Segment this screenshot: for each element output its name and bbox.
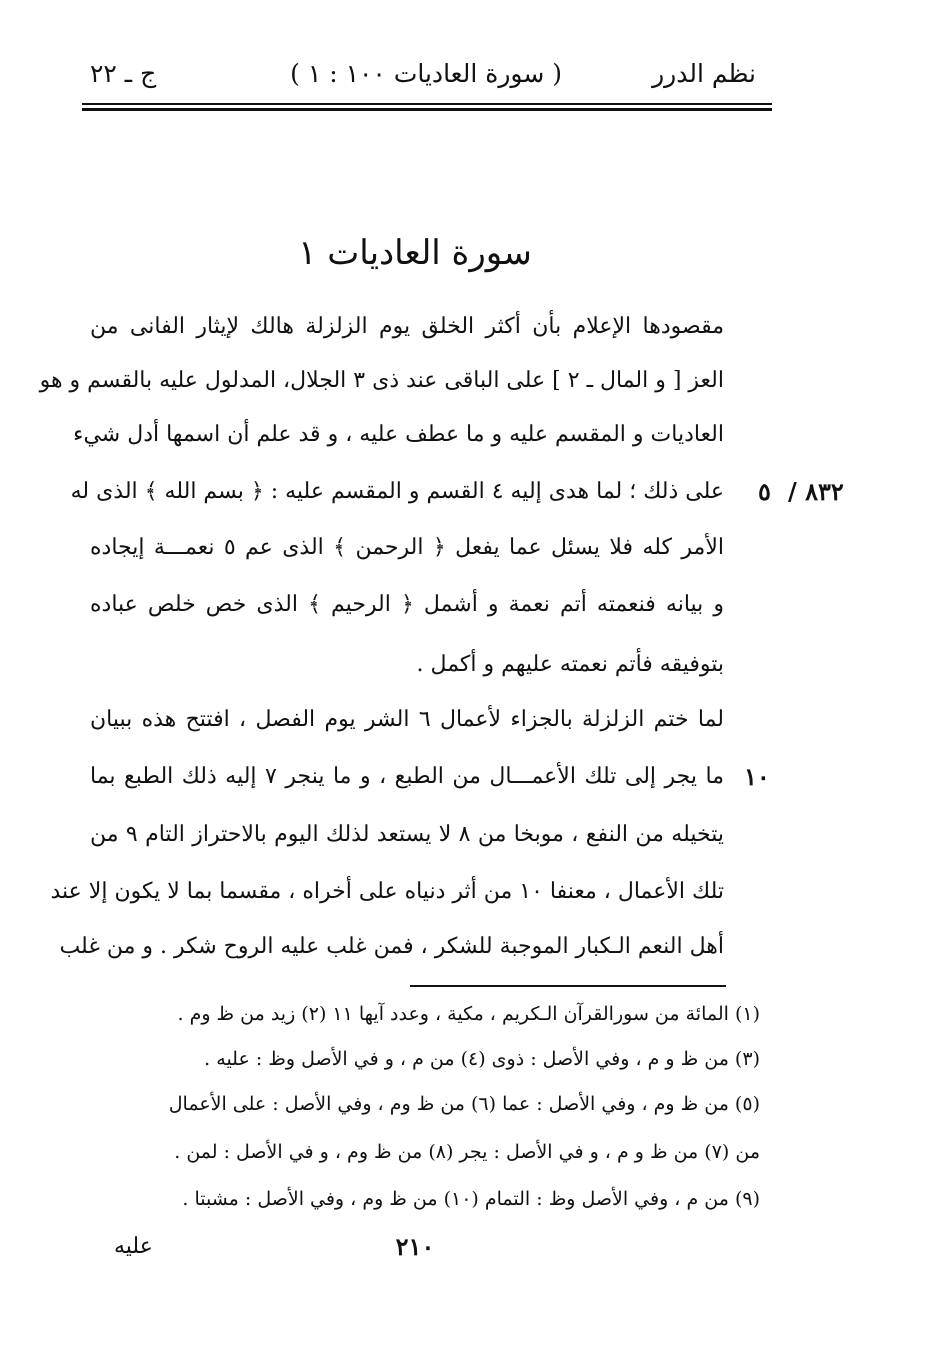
- margin-folio-number: ٨٣٢ /: [788, 477, 844, 506]
- body-line-1: مقصودها الإعلام بأن أكثر الخلق يوم الزلزلة هالك لإيثار الفانى من: [90, 314, 724, 339]
- body-line-12: أهل النعم الـكبار الموجبة للشكر ، فمن غلب عليه الروح شكر . و من غلب: [59, 934, 724, 959]
- body-line-10: يتخيله من النفع ، موبخا من ٨ لا يستعد لذلك اليوم بالاحتراز التام ٩ من: [90, 822, 724, 847]
- page-number: ٢١٠: [395, 1232, 435, 1261]
- body-line-6: و بيانه فنعمته أتم نعمة و أشمل ﴿ الرحيم ﴾ الذى خص خلص عباده: [90, 592, 724, 617]
- footnote-rule: [410, 985, 726, 987]
- header-rule-thin: [82, 103, 772, 105]
- footnote-line-3: (٥) من ظ وم ، وفي الأصل : عما (٦) من ظ وم ، وفي الأصل : على الأعمال: [168, 1093, 760, 1115]
- body-line-4: على ذلك ؛ لما هدى إليه ٤ القسم و المقسم عليه : ﴿ بسم الله ﴾ الذى له: [70, 479, 724, 504]
- surah-heading: سورة العاديات ١: [298, 233, 532, 273]
- body-line-3: العاديات و المقسم عليه و ما عطف عليه ، و قد علم أن اسمها أدل شيء: [73, 422, 724, 447]
- body-line-5: الأمر كله فلا يسئل عما يفعل ﴿ الرحمن ﴾ الذى عم ٥ نعمـــة إيجاده: [90, 535, 724, 560]
- header-rule-thick: [82, 108, 772, 111]
- catchword: عليه: [114, 1234, 153, 1259]
- body-line-7: بتوفيقه فأتم نعمته عليهم و أكمل .: [416, 652, 724, 677]
- margin-line-number-5: ٥: [758, 477, 771, 506]
- footnote-line-4: من (٧) من ظ و م ، و في الأصل : يجر (٨) من ظ وم ، و في الأصل : لمن .: [174, 1141, 760, 1163]
- body-line-9: ما يجر إلى تلك الأعمـــال من الطبع ، و ما ينجر ٧ إليه ذلك الطبع بما: [90, 764, 724, 789]
- running-head-surah-reference: ( سورة العاديات ١٠٠ : ١ ): [290, 59, 562, 88]
- running-head-volume: ج ـ ٢٢: [90, 59, 157, 88]
- footnote-line-1: (١) المائة من سورالقرآن الـكريم ، مكية ، وعدد آيها ١١ (٢) زيد من ظ وم .: [177, 1003, 760, 1025]
- margin-line-number-10: ١٠: [744, 762, 770, 791]
- body-line-2: العز [ و المال ـ ٢ ] على الباقى عند ذى ٣ الجلال، المدلول عليه بالقسم و هو: [39, 368, 724, 393]
- body-line-8: لما ختم الزلزلة بالجزاء لأعمال ٦ الشر يوم الفصل ، افتتح هذه ببيان: [90, 707, 725, 732]
- body-line-11: تلك الأعمال ، معنفا ١٠ من أثر دنياه على أخراه ، مقسما بما لا يكون إلا عند: [50, 879, 724, 904]
- running-head-book-title: نظم الدرر: [652, 59, 756, 88]
- footnote-line-2: (٣) من ظ و م ، وفي الأصل : ذوى (٤) من م ، و في الأصل وظ : عليه .: [204, 1048, 760, 1070]
- footnote-line-5: (٩) من م ، وفي الأصل وظ : التمام (١٠) من ظ وم ، وفي الأصل : مشبتا .: [182, 1188, 760, 1210]
